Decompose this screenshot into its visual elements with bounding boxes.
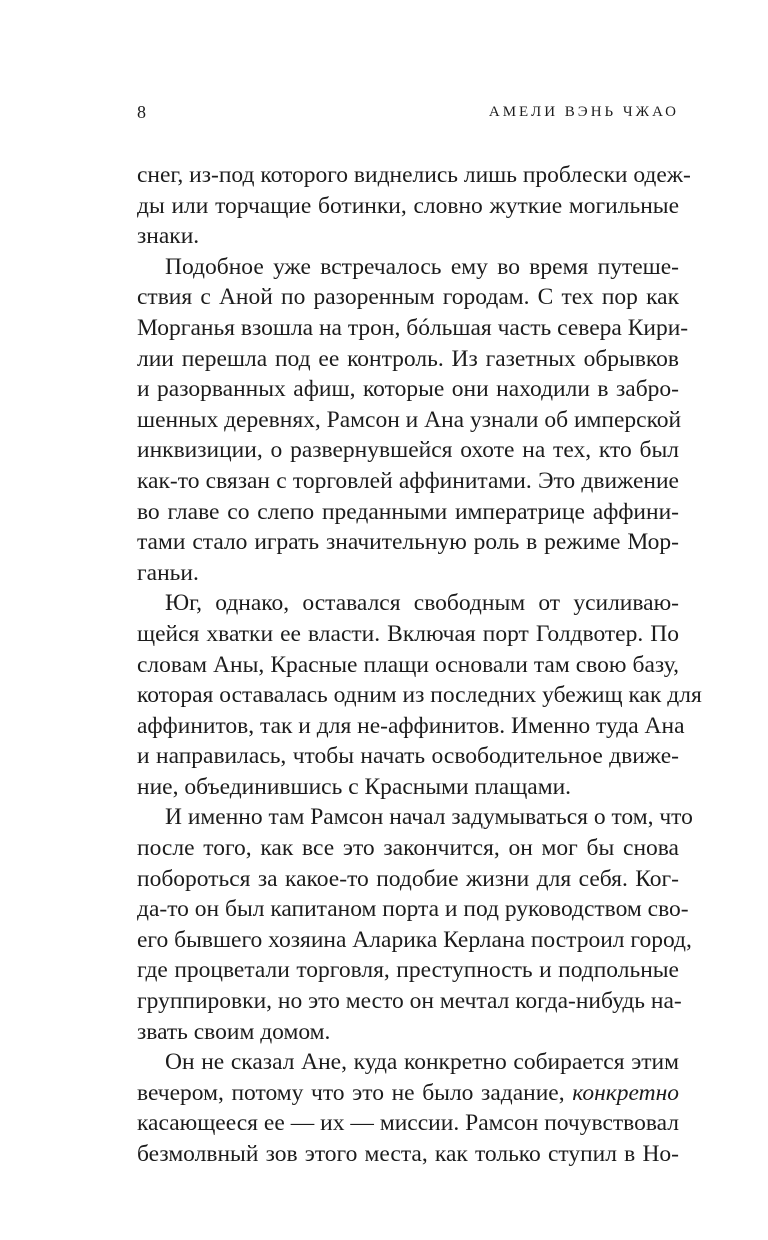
- text-line: во главе со слепо преданными императрице аффини-: [137, 498, 679, 525]
- text-line: ганьи.: [137, 559, 199, 586]
- text-line: ствия с Аной по разоренным городам. С тех пор как: [137, 284, 679, 311]
- author-name: АМЕЛИ ВЭНЬ ЧЖАО: [488, 104, 679, 120]
- paragraph-5: [137, 1047, 679, 1169]
- text-line: щейся хватки ее власти. Включая порт Голдвотер. По: [137, 620, 679, 647]
- text-line: касающееся ее — их — миссии. Рамсон почувствовал: [137, 1110, 679, 1137]
- text-line: Подобное уже встречалось ему во время путеше-: [165, 253, 679, 280]
- text-line: побороться за какое-то подобие жизни для себя. Ког-: [137, 865, 679, 892]
- page-number: 8: [137, 102, 146, 122]
- paragraph-4: [137, 802, 693, 1047]
- text-line: инквизиции, о развернувшейся охоте на тех, кто был: [137, 437, 679, 464]
- text-line: Морганья взошла на трон, бóльшая часть севера Кири-: [137, 314, 689, 341]
- text-line: шенных деревнях, Рамсон и Ана узнали об имперской: [137, 406, 682, 433]
- text-line: словам Аны, Красные плащи основали там свою базу,: [137, 651, 679, 678]
- body-text: [137, 160, 702, 1170]
- text-line: ды или торчащие ботинки, словно жуткие могильные: [137, 192, 679, 219]
- text-line: и направилась, чтобы начать освободительное движе-: [137, 743, 679, 770]
- text-line: И именно там Рамсон начал задумываться о том, что: [165, 804, 693, 831]
- text-line: да-то он был капитаном порта и под руководством сво-: [137, 896, 689, 923]
- text-line: [137, 1078, 679, 1109]
- text-line: аффинитов, так и для не-аффинитов. Именно туда Ана: [137, 712, 685, 739]
- text-line: после того, как все это закончится, он мог бы снова: [137, 835, 679, 862]
- text-segment: вечером, потому что это не было задание,: [137, 1079, 565, 1106]
- running-header: [137, 102, 679, 126]
- paragraph-2: [137, 252, 689, 589]
- text-line: звать своим домом.: [137, 1018, 331, 1045]
- text-line: группировки, но это место он мечтал когда-нибудь на-: [137, 988, 682, 1015]
- text-line: ние, объединившись с Красными плащами.: [137, 773, 572, 800]
- text-line: Юг, однако, оставался свободным от усиливаю-: [165, 590, 679, 617]
- text-line: лии перешла под ее контроль. Из газетных обрывков: [137, 345, 679, 372]
- text-line: тами стало играть значительную роль в режиме Мор-: [137, 529, 679, 556]
- text-line: знаки.: [137, 223, 200, 250]
- text-line: которая оставалась одним из последних убежищ как для: [137, 682, 702, 709]
- text-line: Он не сказал Ане, куда конкретно собирается этим: [165, 1049, 679, 1076]
- text-line: как-то связан с торговлей аффинитами. Это движение: [137, 467, 679, 494]
- text-line: безмолвный зов этого места, как только ступил в Но-: [137, 1141, 679, 1167]
- italic-word: конкретно: [572, 1079, 679, 1106]
- text-line: его бывшего хозяина Аларика Керлана построил город,: [137, 926, 692, 953]
- text-line: и разорванных афиш, которые они находили в забро-: [137, 376, 679, 403]
- text-line: снег, из-под которого виднелись лишь проблески одеж-: [137, 162, 691, 188]
- paragraph-1: [137, 160, 691, 252]
- text-line: где процветали торговля, преступность и подпольные: [137, 957, 679, 984]
- paragraph-3: [137, 588, 702, 802]
